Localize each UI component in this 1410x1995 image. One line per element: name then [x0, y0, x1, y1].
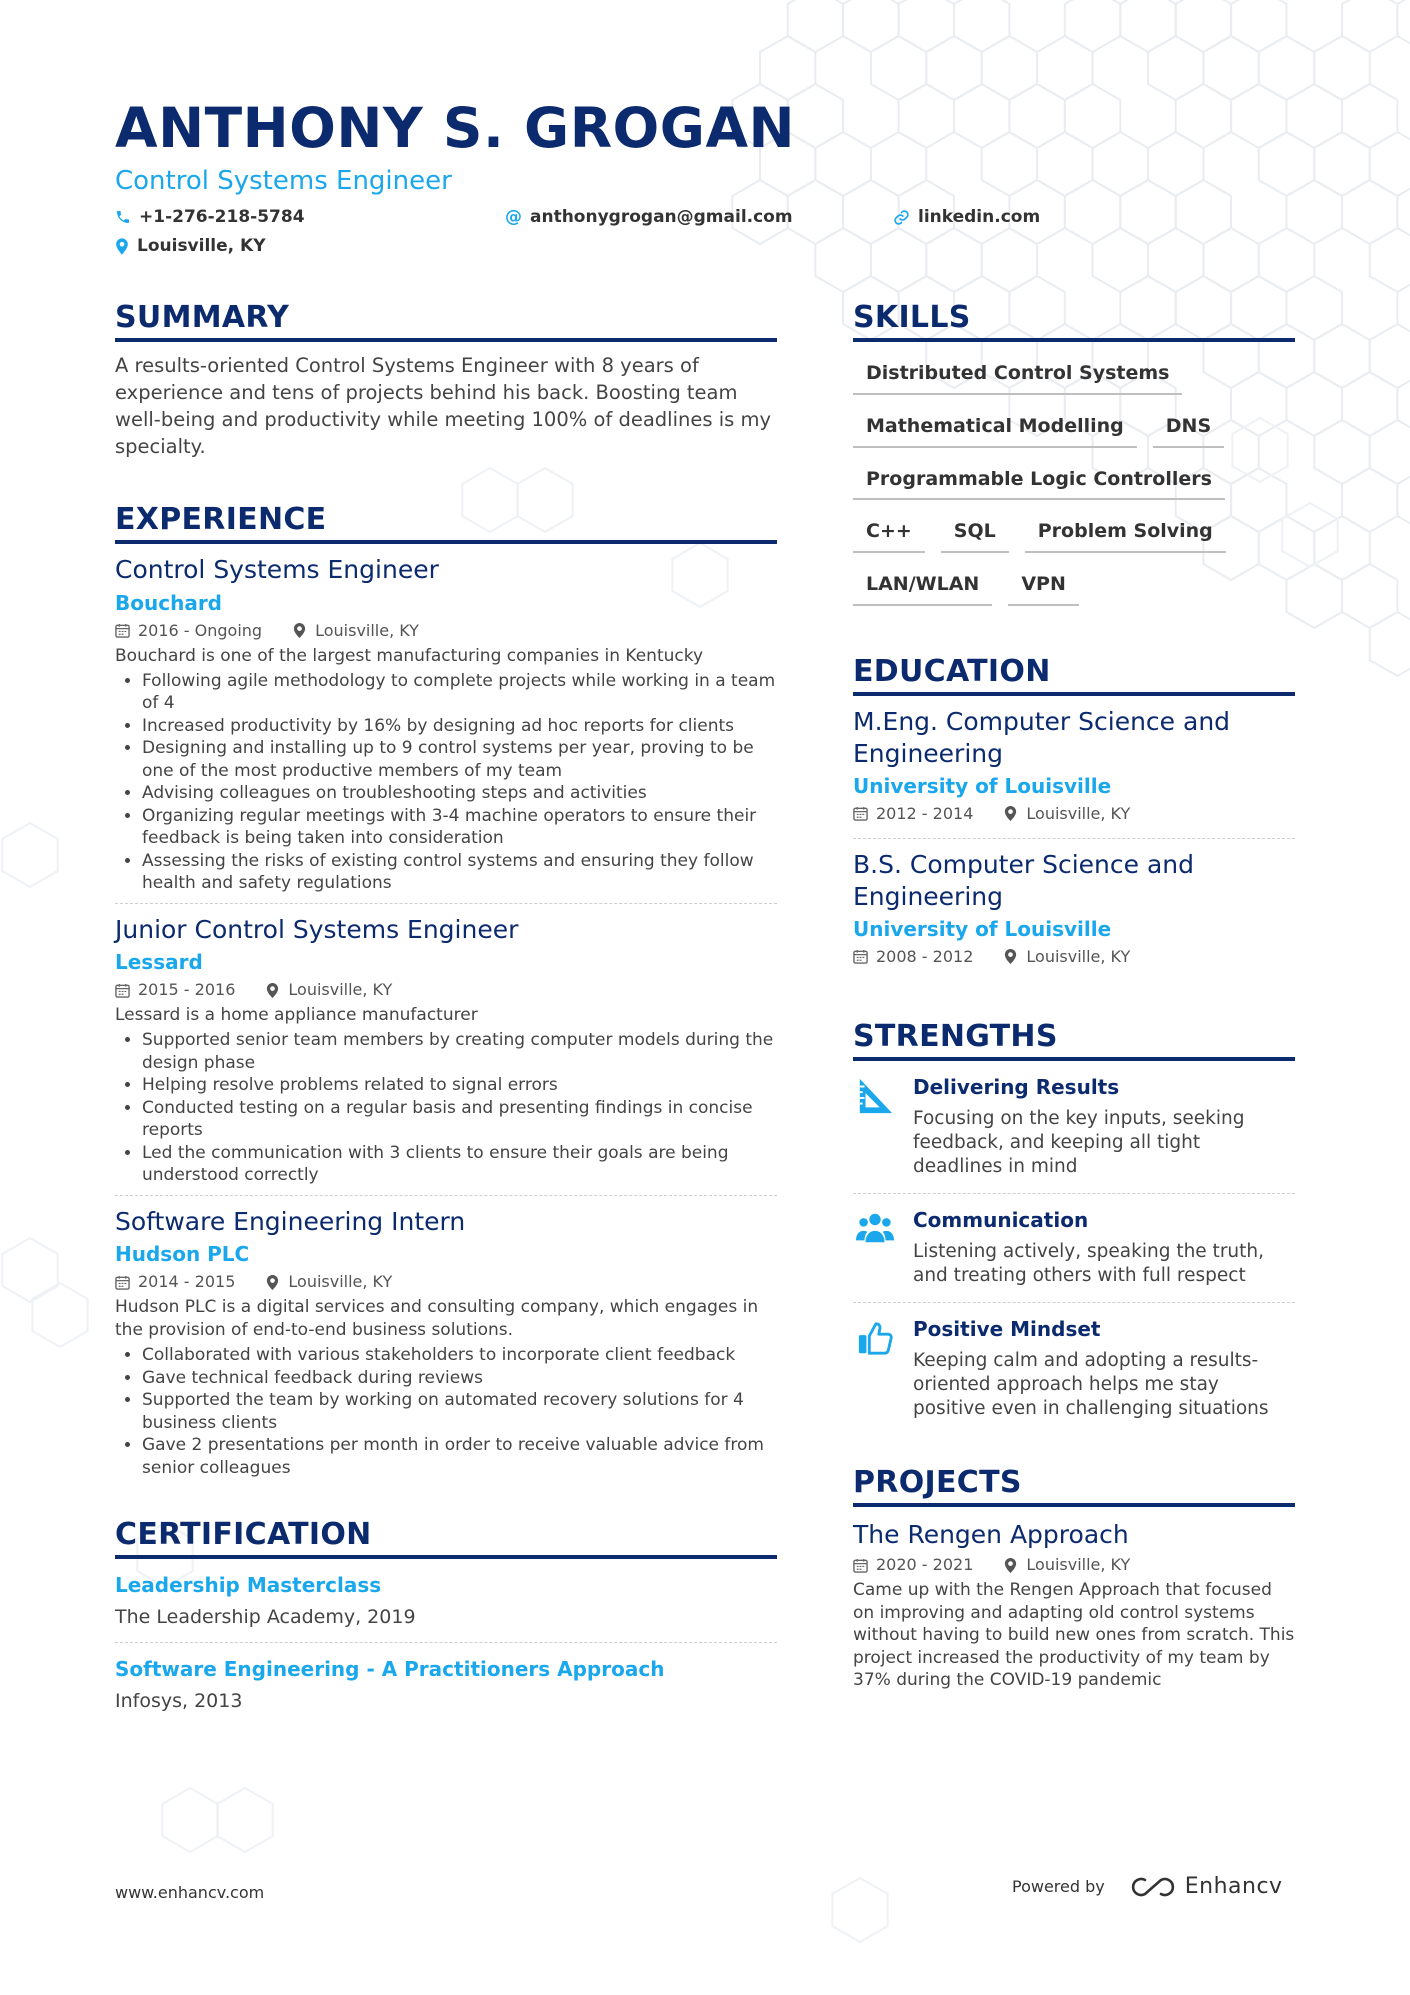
job-title: Junior Control Systems Engineer	[115, 914, 519, 944]
skills-list	[853, 354, 1295, 606]
strength-title: Communication	[913, 1207, 1089, 1232]
contact-phone	[115, 207, 305, 227]
project-dates	[853, 1553, 973, 1577]
experience-heading: EXPERIENCE	[115, 502, 777, 544]
brand-name: Enhancv	[1184, 1874, 1283, 1899]
edu-meta	[853, 945, 1295, 969]
edu-location	[1003, 802, 1130, 826]
footer-branding	[1012, 1874, 1283, 1899]
edu-dates	[853, 802, 973, 826]
calendar-icon	[853, 1558, 868, 1573]
experience-bullet: • Following agile methodology to complete projects while working in a team of 4	[142, 670, 777, 715]
job-location	[265, 1270, 392, 1294]
project-item	[853, 1519, 1295, 1692]
strengths-section	[853, 1019, 1295, 1435]
certification-heading: CERTIFICATION	[115, 1517, 777, 1559]
skill-tag: VPN	[1008, 565, 1079, 606]
enhancv-logo-icon	[1131, 1875, 1177, 1899]
candidate-name: ANTHONY S. GROGAN	[115, 96, 796, 160]
project-meta	[853, 1553, 1295, 1577]
project-description: Came up with the Rengen Approach that focused on improving and adapting old control systems without having to build new ones from scratch. This project increased the productivity of my team by 37% during the COVID-19 pandemic	[853, 1580, 1295, 1691]
strength-description: Listening actively, speaking the truth, and treating others with full respect	[913, 1240, 1265, 1286]
calendar-icon	[853, 949, 868, 964]
location-pin-icon	[1003, 806, 1018, 821]
education-list	[853, 696, 1295, 981]
education-item	[853, 696, 1295, 838]
experience-bullet: • Advising colleagues on troubleshooting steps and activities	[142, 782, 777, 805]
company-description: Lessard is a home appliance manufacturer	[115, 1005, 478, 1025]
job-dates	[115, 619, 262, 643]
strength-description: Keeping calm and adopting a results-oriented approach helps me stay positive even in challenging situations	[913, 1349, 1269, 1419]
strength-item	[853, 1302, 1295, 1435]
project-dates-text: 2020 - 2021	[876, 1555, 974, 1575]
skill-tag: LAN/WLAN	[853, 565, 992, 606]
at-icon: @	[505, 207, 522, 227]
candidate-title: Control Systems Engineer	[115, 166, 452, 196]
experience-bullet: • Increased productivity by 16% by designing ad hoc reports for clients	[142, 715, 777, 738]
education-item	[853, 838, 1295, 981]
location-pin-icon	[265, 983, 280, 998]
strength-title: Delivering Results	[913, 1074, 1120, 1099]
certification-subtitle: The Leadership Academy, 2019	[115, 1606, 416, 1628]
experience-bullets	[115, 1344, 777, 1479]
location-pin-icon	[1003, 1558, 1018, 1573]
linkedin-text[interactable]: linkedin.com	[918, 207, 1041, 227]
experience-bullets	[115, 1029, 777, 1187]
job-dates-text: 2014 - 2015	[138, 1272, 236, 1291]
summary-section	[115, 300, 777, 460]
certification-subtitle: Infosys, 2013	[115, 1689, 243, 1712]
email-text[interactable]: anthonygrogan@gmail.com	[530, 207, 793, 227]
education-section	[853, 654, 1295, 981]
experience-item	[115, 1195, 777, 1488]
calendar-icon	[115, 1275, 130, 1290]
powered-by-label: Powered by	[1012, 1877, 1105, 1896]
job-meta	[115, 978, 777, 1002]
job-location-text: Louisville, KY	[315, 620, 419, 640]
strength-item	[853, 1061, 1295, 1193]
project-location	[1003, 1553, 1130, 1577]
edu-location	[1003, 945, 1130, 969]
contact-email	[505, 207, 793, 227]
projects-section	[853, 1465, 1295, 1692]
location-pin-icon	[292, 623, 307, 638]
certification-list	[115, 1559, 777, 1725]
footer-website[interactable]: www.enhancv.com	[115, 1883, 265, 1902]
company-name: Lessard	[115, 950, 203, 974]
degree-title: M.Eng. Computer Science and Engineering	[853, 706, 1231, 768]
company-name: Bouchard	[115, 590, 222, 615]
edu-meta	[853, 802, 1295, 826]
job-location-text: Louisville, KY	[288, 980, 393, 999]
calendar-icon	[853, 806, 868, 821]
degree-title: B.S. Computer Science and Engineering	[853, 849, 1194, 911]
job-dates-text: 2016 - Ongoing	[138, 620, 263, 640]
edu-dates	[853, 945, 973, 969]
contact-linkedin	[893, 207, 1040, 227]
strengths-heading: STRENGTHS	[853, 1019, 1295, 1061]
job-location	[265, 978, 392, 1002]
job-dates	[115, 978, 235, 1002]
edu-dates-text: 2012 - 2014	[876, 803, 974, 823]
job-location-text: Louisville, KY	[288, 1272, 393, 1291]
company-name: Hudson PLC	[115, 1242, 250, 1266]
ruler-triangle-icon	[853, 1073, 897, 1179]
location-text: Louisville, KY	[137, 236, 266, 256]
experience-bullet: • Led the communication with 3 clients to ensure their goals are being understood correctly	[142, 1142, 777, 1187]
location-pin-icon	[1003, 949, 1018, 964]
project-title: The Rengen Approach	[853, 1519, 1129, 1549]
company-description: Bouchard is one of the largest manufacturing companies in Kentucky	[115, 645, 704, 666]
experience-bullet: • Gave 2 presentations per month in order to receive valuable advice from senior colleagues	[142, 1434, 777, 1479]
strength-item	[853, 1193, 1295, 1302]
skills-section	[853, 300, 1295, 606]
project-location-text: Louisville, KY	[1026, 1555, 1131, 1575]
experience-bullet: • Conducted testing on a regular basis and presenting findings in concise reports	[142, 1097, 777, 1142]
job-dates-text: 2015 - 2016	[138, 980, 236, 999]
experience-bullet: • Collaborated with various stakeholders to incorporate client feedback	[142, 1344, 777, 1367]
location-pin-icon	[265, 1275, 280, 1290]
experience-section	[115, 502, 777, 1487]
experience-item	[115, 554, 777, 903]
experience-list	[115, 554, 777, 1487]
location-pin-icon	[115, 238, 129, 255]
company-description: Hudson PLC is a digital services and consulting company, which engages in the provision of end-to-end business solutions.	[115, 1297, 759, 1340]
certification-item	[115, 1642, 777, 1726]
experience-bullet: • Organizing regular meetings with 3-4 machine operators to ensure their feedback is being taken into consideration	[142, 805, 777, 850]
summary-text: A results-oriented Control Systems Engineer with 8 years of experience and tens of projects behind his back. Boosting team well-being and productivity while meeting 100% of deadlines is my specialty.	[115, 354, 772, 458]
enhancv-logo[interactable]	[1131, 1874, 1283, 1899]
experience-bullet: • Assessing the risks of existing control systems and ensuring they follow health and safety regulations	[142, 850, 777, 895]
job-title: Software Engineering Intern	[115, 1206, 466, 1236]
job-meta	[115, 1270, 777, 1294]
job-title: Control Systems Engineer	[115, 555, 439, 584]
job-location	[292, 619, 419, 643]
edu-location-text: Louisville, KY	[1026, 946, 1131, 966]
experience-bullets	[115, 670, 777, 895]
certification-title: Leadership Masterclass	[115, 1573, 382, 1597]
experience-bullet: • Designing and installing up to 9 control systems per year, proving to be one of the most productive members of my team	[142, 737, 777, 782]
left-column	[115, 300, 777, 1725]
certification-section	[115, 1517, 777, 1725]
edu-location-text: Louisville, KY	[1026, 803, 1131, 823]
skill-tag: Distributed Control Systems	[853, 354, 1182, 395]
certification-title: Software Engineering - A Practitioners Approach	[115, 1656, 665, 1681]
thumbs-up-icon	[853, 1315, 897, 1421]
skills-heading: SKILLS	[853, 300, 1295, 342]
job-meta	[115, 619, 777, 643]
school-name: University of Louisville	[853, 916, 1112, 941]
skill-tag: Mathematical Modelling	[853, 407, 1137, 448]
certification-item	[115, 1559, 777, 1642]
experience-item	[115, 903, 777, 1195]
school-name: University of Louisville	[853, 773, 1112, 798]
strength-title: Positive Mindset	[913, 1316, 1101, 1341]
job-dates	[115, 1270, 235, 1294]
link-icon	[893, 209, 910, 226]
calendar-icon	[115, 983, 130, 998]
experience-bullet: • Gave technical feedback during reviews	[142, 1367, 777, 1390]
experience-bullet: • Supported senior team members by creating computer models during the design phase	[142, 1029, 777, 1074]
skill-tag: SQL	[941, 512, 1009, 553]
education-heading: EDUCATION	[853, 654, 1295, 696]
edu-dates-text: 2008 - 2012	[876, 946, 974, 966]
strength-description: Focusing on the key inputs, seeking feedback, and keeping all tight deadlines in mind	[913, 1107, 1245, 1177]
phone-icon	[115, 209, 131, 225]
right-column	[853, 300, 1295, 1692]
contact-location	[115, 236, 266, 256]
skill-tag: DNS	[1153, 407, 1224, 448]
strengths-list	[853, 1061, 1295, 1435]
people-group-icon	[853, 1206, 897, 1288]
skill-tag: Problem Solving	[1025, 512, 1226, 553]
summary-heading: SUMMARY	[115, 300, 777, 342]
projects-heading: PROJECTS	[853, 1465, 1295, 1507]
phone-text[interactable]: +1-276-218-5784	[139, 207, 305, 227]
experience-bullet: • Supported the team by working on automated recovery solutions for 4 business clients	[142, 1389, 777, 1434]
calendar-icon	[115, 623, 130, 638]
skill-tag: Programmable Logic Controllers	[853, 460, 1225, 501]
skill-tag: C++	[853, 512, 925, 553]
experience-bullet: • Helping resolve problems related to signal errors	[142, 1074, 777, 1097]
